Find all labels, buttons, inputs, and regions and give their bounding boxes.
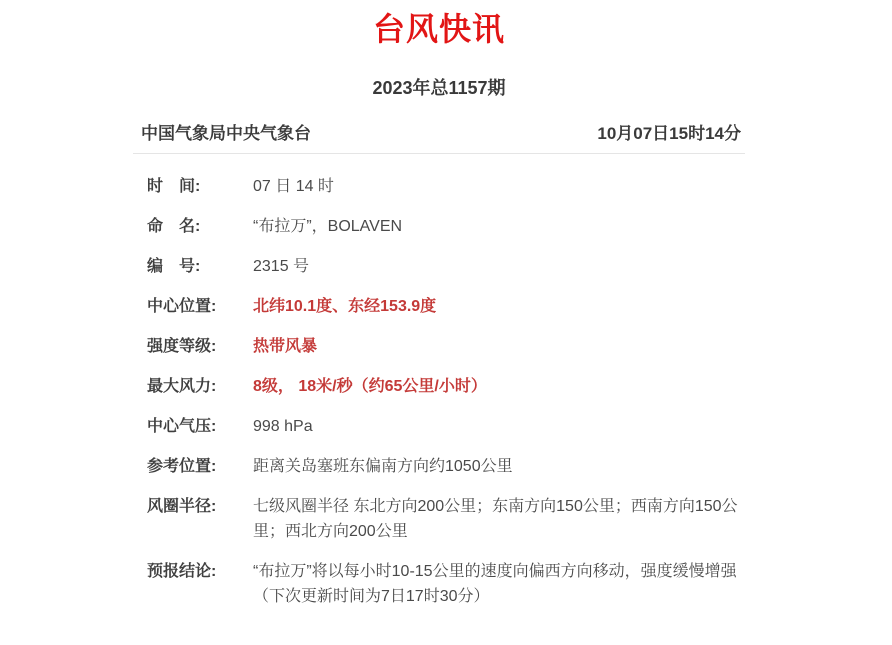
field-value: 热带风暴 [253,338,318,355]
field-label: 强度等级: [147,338,217,355]
publish-datetime: 10月07日15时14分 [597,124,741,143]
field-label: 最大风力: [147,378,217,395]
field-row-name [147,214,745,239]
meta-row [133,124,745,143]
field-value: 8级， 18米/秒（约65公里/小时） [253,378,487,395]
field-row-max-wind [147,374,745,399]
agency-name: 中国气象局中央气象台 [141,124,311,143]
forecast-next-update: （下次更新时间为7日17时30分） [253,588,490,605]
field-list [133,174,745,609]
field-row-center-pressure [147,414,745,439]
field-label: 预报结论: [147,563,217,580]
field-row-reference-position [147,454,745,479]
field-row-intensity-level [147,334,745,359]
field-label: 命 名: [147,218,201,235]
field-row-center-position [147,294,745,319]
field-label: 风圈半径: [147,498,217,515]
field-value: 2315 号 [253,258,310,275]
field-row-number [147,254,745,279]
field-label: 时 间: [147,178,201,195]
header-divider [133,153,745,154]
field-value: 998 hPa [253,418,313,435]
field-value: 距离关岛塞班东偏南方向约1050公里 [253,458,513,475]
field-row-wind-circle-radius [147,494,745,544]
field-row-forecast-conclusion [147,559,745,609]
field-value [253,559,745,609]
field-label: 中心气压: [147,418,217,435]
field-value: 北纬10.1度、东经153.9度 [253,298,437,315]
field-label: 中心位置: [147,298,217,315]
typhoon-bulletin [133,0,745,609]
field-label: 编 号: [147,258,201,275]
forecast-text: “布拉万”将以每小时10-15公里的速度向偏西方向移动，强度缓慢增强 [253,563,737,580]
field-value: 07 日 14 时 [253,178,334,195]
field-label: 参考位置: [147,458,217,475]
field-value: “布拉万”，BOLAVEN [253,218,403,235]
field-row-time [147,174,745,199]
issue-number: 2023年总1157期 [372,78,506,98]
page-title: 台风快讯 [372,11,505,47]
field-value: 七级风圈半径 东北方向200公里；东南方向150公里；西南方向150公里；西北方向200公里 [253,498,738,540]
